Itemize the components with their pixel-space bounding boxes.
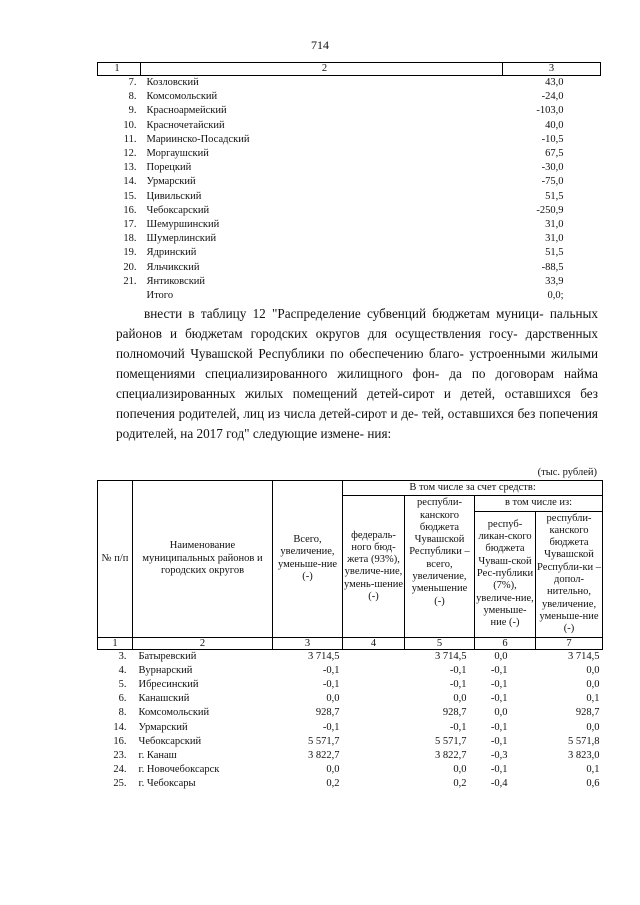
table-1 <box>97 62 601 303</box>
table-row <box>98 204 601 218</box>
row-value: 51,5 <box>545 190 564 202</box>
row-number: 8. <box>118 707 127 719</box>
header-incl: В том числе за счет средств: <box>343 481 603 496</box>
row-value: 40,0 <box>545 119 564 131</box>
col-number-2: 2 <box>133 637 273 649</box>
federal-value <box>343 749 405 763</box>
table-row <box>98 777 603 791</box>
republic-value: 3 714,5 <box>435 650 467 662</box>
row-number: 20. <box>123 261 137 273</box>
table-row <box>98 721 603 735</box>
table-row <box>98 76 601 91</box>
republic-additional-value: 3 823,0 <box>568 749 600 761</box>
col-number-4: 4 <box>343 637 405 649</box>
row-number: 11. <box>123 133 137 145</box>
col-number-7: 7 <box>536 637 603 649</box>
table-row <box>98 161 601 175</box>
district-name: Батыревский <box>138 650 197 662</box>
republic-additional-value: 928,7 <box>575 707 600 719</box>
row-number: 21. <box>123 275 137 287</box>
republic-additional-value: 0,1 <box>586 693 600 705</box>
header-num: № п/п <box>98 481 133 638</box>
table-row <box>98 692 603 706</box>
row-value: 31,0 <box>545 233 564 245</box>
row-number: 19. <box>123 247 137 259</box>
col-number-5: 5 <box>405 637 475 649</box>
republic-7-value: -0,1 <box>490 693 508 705</box>
row-number: 16. <box>123 204 137 216</box>
district-name: Комсомольский <box>138 707 210 719</box>
table-2-header-row-1 <box>98 481 603 496</box>
table-row <box>98 246 601 260</box>
row-value: -103,0 <box>536 105 564 117</box>
row-number: 13. <box>123 162 137 174</box>
district-name: Канашский <box>138 693 190 705</box>
republic-value: -0,1 <box>449 678 467 690</box>
republic-7-value: -0,1 <box>490 764 508 776</box>
paragraph-line-8: ния: <box>367 426 392 441</box>
row-number: 6. <box>118 693 127 705</box>
table-2-column-numbers <box>98 637 603 649</box>
paragraph-line-7: тей, оставшихся без попечения родителей, на 2017 год" следующие измене- <box>116 406 598 441</box>
district-name: Комсомольский <box>146 91 218 103</box>
table-row <box>98 218 601 232</box>
paragraph-line-6: и детей, оставшихся без попечения родителей, лиц из числа детей-сирот и де- <box>116 386 598 421</box>
row-number: 25. <box>113 778 127 790</box>
district-name: Мариинско-Посадский <box>146 133 250 145</box>
republic-additional-value: 0,1 <box>586 764 600 776</box>
republic-7-value: -0,1 <box>490 735 508 747</box>
paragraph-line-1: внести в таблицу 12 "Распределение субвенций бюджетам муници- <box>144 306 544 321</box>
republic-value: 3 822,7 <box>435 749 467 761</box>
federal-value <box>343 721 405 735</box>
table-row <box>98 678 603 692</box>
table-row <box>98 706 603 720</box>
row-number: 5. <box>118 678 127 690</box>
row-value: 51,5 <box>545 247 564 259</box>
table-row <box>98 289 601 303</box>
row-number: 18. <box>123 233 137 245</box>
republic-7-value: -0,1 <box>490 664 508 676</box>
table-row <box>98 261 601 275</box>
row-number: 4. <box>118 664 127 676</box>
republic-additional-value: 0,6 <box>586 778 600 790</box>
total-value: 5 571,7 <box>308 735 340 747</box>
row-number: 15. <box>123 190 137 202</box>
row-value: 33,9 <box>545 275 564 287</box>
republic-7-value: -0,4 <box>490 778 508 790</box>
header-repadd: республи-канского бюджета Чувашской Республи-ки – допол-нительно, увеличение, уменьше-ние (-) <box>536 511 603 637</box>
district-name: Цивильский <box>146 190 202 202</box>
republic-value: -0,1 <box>449 664 467 676</box>
republic-value: 0,0 <box>453 764 467 776</box>
republic-additional-value: 0,0 <box>586 721 600 733</box>
federal-value <box>343 735 405 749</box>
header-incl2: в том числе из: <box>475 496 603 511</box>
total-value: 0,0 <box>326 764 340 776</box>
district-name: Чебоксарский <box>146 204 210 216</box>
units-label: (тыс. рублей) <box>537 467 597 478</box>
total-value: 0,2 <box>326 778 340 790</box>
table-row <box>98 90 601 104</box>
republic-additional-value: 0,0 <box>586 664 600 676</box>
table-row <box>98 275 601 289</box>
table-row <box>98 190 601 204</box>
col-number-3: 3 <box>273 637 343 649</box>
total-value: -0,1 <box>322 721 340 733</box>
federal-value <box>343 692 405 706</box>
table-row <box>98 133 601 147</box>
row-value: 67,5 <box>545 148 564 160</box>
district-name: Ибресинский <box>138 678 199 690</box>
table-row <box>98 119 601 133</box>
federal-value <box>343 664 405 678</box>
federal-value <box>343 763 405 777</box>
republic-value: 0,0 <box>453 693 467 705</box>
header-republic: республи-канского бюджета Чувашской Республики – всего, увеличение, уменьшение (-) <box>405 496 475 637</box>
district-name: Шемуршинский <box>146 219 220 231</box>
district-name: Вурнарский <box>138 664 193 676</box>
header-name: Наименование муниципальных районов и городских округов <box>133 481 273 638</box>
amendment-paragraph <box>116 304 598 444</box>
row-number: 14. <box>113 721 127 733</box>
row-number: 16. <box>113 735 127 747</box>
district-name: Яльчикский <box>146 261 200 273</box>
district-name: Янтиковский <box>146 275 206 287</box>
total-value: 0,0 <box>326 693 340 705</box>
table-row <box>98 649 603 664</box>
row-value: 43,0 <box>545 77 564 88</box>
republic-additional-value: 3 714,5 <box>568 650 600 662</box>
row-number: 10. <box>123 119 137 131</box>
paragraph-line-4: устроенными жилыми помещениями специализированного жилищного фон- <box>116 346 599 381</box>
row-number: 12. <box>123 148 137 160</box>
republic-7-value: -0,1 <box>490 721 508 733</box>
page-number: 714 <box>311 38 329 52</box>
district-name: Шумерлинский <box>146 233 217 245</box>
republic-value: 5 571,7 <box>435 735 467 747</box>
header-total: Всего, увеличение, уменьше-ние (-) <box>273 481 343 638</box>
row-number: 23. <box>113 749 127 761</box>
federal-value <box>343 706 405 720</box>
row-value: -30,0 <box>541 162 564 174</box>
table-1-header-col-1: 1 <box>98 63 141 76</box>
row-number: 3. <box>118 650 127 662</box>
row-number: 8. <box>128 91 137 103</box>
district-name: Моргаушский <box>146 148 209 160</box>
row-value: -88,5 <box>541 261 564 273</box>
table-row <box>98 763 603 777</box>
federal-value <box>343 777 405 791</box>
table-1-header-col-3: 3 <box>503 63 601 76</box>
total-value: 3 714,5 <box>308 650 340 662</box>
table-row <box>98 175 601 189</box>
paragraph-line-2: пальных районов и бюджетам городских округов для осуществления госу- <box>116 306 599 341</box>
republic-7-value: -0,3 <box>490 749 508 761</box>
republic-7-value: 0,0 <box>494 650 508 662</box>
total-value: -0,1 <box>322 664 340 676</box>
row-number: 24. <box>113 764 127 776</box>
row-number: 9. <box>128 105 137 117</box>
col-number-1: 1 <box>98 637 133 649</box>
district-name: Козловский <box>146 77 199 88</box>
district-name: г. Канаш <box>138 749 177 761</box>
federal-value <box>343 678 405 692</box>
republic-7-value: 0,0 <box>494 707 508 719</box>
table-row <box>98 749 603 763</box>
row-number: 14. <box>123 176 137 188</box>
district-name: Красноармейский <box>146 105 227 117</box>
federal-value <box>343 649 405 664</box>
row-value: -10,5 <box>541 133 564 145</box>
total-value: -0,1 <box>322 678 340 690</box>
district-name: Чебоксарский <box>138 735 202 747</box>
district-name: г. Чебоксары <box>138 778 196 790</box>
republic-value: 928,7 <box>442 707 467 719</box>
table-row <box>98 735 603 749</box>
row-value: -250,9 <box>536 204 564 216</box>
district-name: Порецкий <box>146 162 192 174</box>
republic-additional-value: 5 571,8 <box>568 735 600 747</box>
table-row <box>98 147 601 161</box>
header-rep7: респуб-ликан-ского бюджета Чуваш-ской Рес-публики (7%), увеличе-ние, уменьше-ние (-) <box>475 511 536 637</box>
table-row <box>98 104 601 118</box>
district-name: Урмарский <box>146 176 196 188</box>
republic-value: -0,1 <box>449 721 467 733</box>
total-value: 928,7 <box>315 707 340 719</box>
republic-value: 0,2 <box>453 778 467 790</box>
republic-additional-value: 0,0 <box>586 678 600 690</box>
district-name: Ядринский <box>146 247 197 259</box>
district-name: г. Новочебоксарск <box>138 764 220 776</box>
table-row <box>98 232 601 246</box>
row-number: 7. <box>128 77 137 88</box>
row-value: -75,0 <box>541 176 564 188</box>
district-name: Красночетайский <box>146 119 225 131</box>
table-1-header <box>98 63 601 76</box>
table-1-header-col-2: 2 <box>141 63 503 76</box>
col-number-6: 6 <box>475 637 536 649</box>
row-number: 17. <box>123 219 137 231</box>
table-12-changes <box>97 480 603 792</box>
district-name: Итого <box>146 290 174 302</box>
row-value: 0,0; <box>547 290 564 302</box>
row-number <box>98 289 141 303</box>
row-value: 31,0 <box>545 219 564 231</box>
total-value: 3 822,7 <box>308 749 340 761</box>
table-row <box>98 664 603 678</box>
republic-7-value: -0,1 <box>490 678 508 690</box>
district-name: Урмарский <box>138 721 188 733</box>
header-federal: федераль-ного бюд-жета (93%), увеличе-ние, умень-шение (-) <box>343 496 405 637</box>
row-value: -24,0 <box>541 91 564 103</box>
paragraph-line-5: да по договорам найма специализированных жилых помещений детей-сирот <box>116 366 599 401</box>
paragraph-line-3: дарственных полномочий Чувашской Республики по обеспечению благо- <box>116 326 598 361</box>
